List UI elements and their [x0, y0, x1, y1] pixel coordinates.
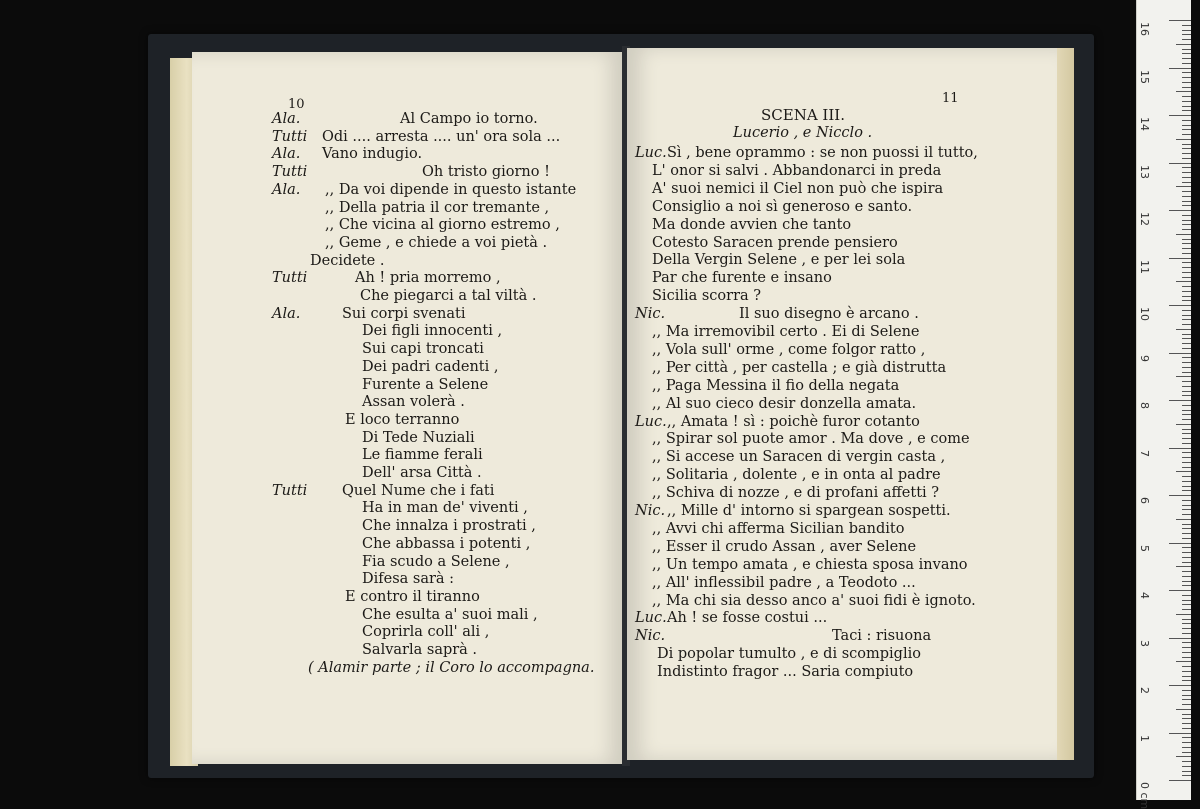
- ruler-tick: [1182, 348, 1191, 349]
- verse-line: Della Vergin Selene , e per lei sola: [652, 252, 906, 269]
- ruler-tick: [1182, 443, 1191, 444]
- ruler-tick: [1182, 671, 1191, 672]
- ruler-tick: [1182, 761, 1191, 762]
- speaker-label: Tutti: [272, 128, 308, 145]
- ruler-tick: [1182, 58, 1191, 59]
- verse-line: L' onor si salvi . Abbandonarci in preda: [652, 162, 942, 179]
- verse-line: ,, Schiva di nozze , e di profani affetti ?: [652, 485, 940, 502]
- ruler-label: 4: [1138, 592, 1151, 599]
- ruler-tick: [1182, 647, 1191, 648]
- ruler-tick: [1169, 20, 1191, 21]
- ruler-tick: [1169, 733, 1191, 734]
- ruler-tick: [1176, 566, 1191, 567]
- page-number: 10: [288, 97, 305, 112]
- ruler-tick: [1182, 63, 1191, 64]
- ruler-tick: [1182, 752, 1191, 753]
- ruler-label: 1: [1138, 734, 1151, 742]
- ruler-label: 8: [1138, 402, 1151, 409]
- ruler-tick: [1182, 87, 1191, 88]
- verse-line: ,, Spirar sol puote amor . Ma dove , e come: [652, 431, 970, 448]
- ruler-tick: [1182, 718, 1191, 719]
- ruler-tick: [1176, 234, 1191, 235]
- ruler-tick: [1182, 296, 1191, 297]
- verse-line: Fia scudo a Selene ,: [362, 553, 510, 570]
- ruler-label: 12: [1138, 212, 1151, 226]
- ruler-tick: [1176, 139, 1191, 140]
- verse-line: Odi .... arresta .... un' ora sola ...: [322, 128, 561, 145]
- ruler-tick: [1182, 367, 1191, 368]
- ruler-tick: [1182, 581, 1191, 582]
- ruler-tick: [1169, 448, 1191, 449]
- ruler-tick: [1182, 253, 1191, 254]
- ruler-tick: [1182, 571, 1191, 572]
- ruler-tick: [1169, 543, 1191, 544]
- verse-line: ,, Vola sull' orme , come folgor ratto ,: [652, 341, 926, 358]
- verse-line: Taci : risuona: [832, 628, 932, 645]
- ruler-tick: [1182, 775, 1191, 776]
- ruler-tick: [1182, 386, 1191, 387]
- verse-line: Dei figli innocenti ,: [362, 323, 503, 340]
- speaker-label: Luc.: [635, 145, 667, 161]
- ruler-tick: [1182, 666, 1191, 667]
- ruler-tick: [1182, 177, 1191, 178]
- ruler-tick: [1176, 329, 1191, 330]
- ruler-tick: [1182, 771, 1191, 772]
- right-page: [627, 48, 1057, 760]
- ruler-tick: [1182, 486, 1191, 487]
- ruler-tick: [1182, 129, 1191, 130]
- ruler-tick: [1182, 476, 1191, 477]
- ruler-tick: [1176, 661, 1191, 662]
- verse-line: Che innalza i prostrati ,: [362, 518, 536, 535]
- ruler-tick: [1182, 362, 1191, 363]
- ruler-tick: [1176, 756, 1191, 757]
- ruler-tick: [1182, 34, 1191, 35]
- verse-line: Sì , bene oprammo : se non puossi il tutto,: [667, 145, 978, 161]
- ruler-tick: [1176, 471, 1191, 472]
- speaker-label: Tutti: [272, 482, 308, 499]
- ruler-tick: [1182, 182, 1191, 183]
- ruler-tick: [1176, 376, 1191, 377]
- ruler-tick: [1182, 547, 1191, 548]
- verse-line: Di popolar tumulto , e di scompiglio: [657, 646, 921, 663]
- ruler-label: 6: [1138, 497, 1151, 504]
- ruler-tick: [1169, 115, 1191, 116]
- ruler-tick: [1182, 30, 1191, 31]
- ruler-tick: [1182, 72, 1191, 73]
- ruler-tick: [1169, 210, 1191, 211]
- speaker-label: Nic.: [635, 306, 666, 323]
- ruler-tick: [1169, 353, 1191, 354]
- ruler-tick: [1182, 652, 1191, 653]
- ruler-tick: [1182, 642, 1191, 643]
- verse-line: Ha in man de' viventi ,: [362, 500, 528, 517]
- verse-line: ,, Paga Messina il fio della negata: [652, 377, 900, 394]
- ruler-tick: [1182, 277, 1191, 278]
- ruler-tick: [1182, 533, 1191, 534]
- ruler-tick: [1182, 576, 1191, 577]
- ruler-tick: [1182, 585, 1191, 586]
- verse-line: ,, Avvi chi afferma Sicilian bandito: [652, 520, 905, 537]
- ruler-tick: [1182, 77, 1191, 78]
- ruler-tick: [1182, 134, 1191, 135]
- speaker-label: Luc.: [635, 610, 667, 627]
- verse-line: ,, Al suo cieco desir donzella amata.: [652, 395, 917, 412]
- ruler-tick: [1176, 91, 1191, 92]
- ruler-tick: [1182, 509, 1191, 510]
- ruler-tick: [1182, 633, 1191, 634]
- ruler-label: 13: [1138, 164, 1151, 179]
- ruler-label: 5: [1138, 544, 1151, 552]
- ruler-tick: [1182, 419, 1191, 420]
- verse-line: Dei padri cadenti ,: [362, 358, 499, 375]
- ruler-tick: [1169, 590, 1191, 591]
- ruler-tick: [1182, 53, 1191, 54]
- ruler-tick: [1182, 766, 1191, 767]
- verse-line: ,, Ma irremovibil certo . Ei di Selene: [652, 324, 920, 340]
- ruler-tick: [1182, 467, 1191, 468]
- verse-line: Indistinto fragor ... Saria compiuto: [657, 664, 914, 681]
- ruler-tick: [1182, 704, 1191, 705]
- verse-line: Ah ! pria morremo ,: [355, 270, 501, 287]
- ruler-label: 9: [1138, 354, 1151, 362]
- verse-line: Coprirla coll' ali ,: [362, 624, 490, 641]
- ruler-tick: [1182, 82, 1191, 83]
- speaker-label: Ala.: [272, 305, 301, 322]
- ruler-tick: [1182, 438, 1191, 439]
- ruler-tick: [1182, 505, 1191, 506]
- ruler-tick: [1182, 224, 1191, 225]
- ruler-tick: [1169, 305, 1191, 306]
- ruler-tick: [1182, 39, 1191, 40]
- ruler-tick: [1182, 623, 1191, 624]
- ruler-tick: [1182, 737, 1191, 738]
- verse-line: Cotesto Saracen prende pensiero: [652, 234, 898, 251]
- ruler-tick: [1182, 391, 1191, 392]
- verse-line: Vano indugio.: [322, 146, 423, 163]
- ruler-tick: [1182, 125, 1191, 126]
- ruler-tick: [1182, 372, 1191, 373]
- ruler-tick: [1182, 538, 1191, 539]
- page-number: 11: [942, 91, 959, 106]
- ruler-tick: [1182, 201, 1191, 202]
- ruler-tick: [1176, 424, 1191, 425]
- ruler-tick: [1176, 186, 1191, 187]
- ruler-tick: [1182, 562, 1191, 563]
- ruler-tick: [1169, 780, 1191, 781]
- ruler-label: 7: [1138, 449, 1151, 457]
- ruler-tick: [1169, 163, 1191, 164]
- speaker-label: Ala.: [272, 111, 301, 127]
- verse-line: Di Tede Nuziali: [362, 429, 475, 446]
- verse-line: ,, Amata ! sì : poichè furor cotanto: [667, 413, 920, 430]
- ruler-tick: [1182, 191, 1191, 192]
- verse-line: E contro il tiranno: [345, 588, 480, 605]
- ruler-tick: [1169, 495, 1191, 496]
- ruler-tick: [1182, 680, 1191, 681]
- verse-line: Sicilia scorra ?: [652, 288, 762, 305]
- verse-line: Al Campo io torno.: [400, 111, 538, 127]
- ruler-tick: [1182, 600, 1191, 601]
- ruler-tick: [1182, 557, 1191, 558]
- ruler-tick: [1182, 742, 1191, 743]
- verse-line: Che piegarci a tal viltà .: [360, 288, 537, 304]
- ruler-tick: [1182, 106, 1191, 107]
- ruler-tick: [1182, 272, 1191, 273]
- ruler-tick: [1182, 220, 1191, 221]
- ruler-tick: [1169, 400, 1191, 401]
- ruler-tick: [1182, 229, 1191, 230]
- verse-line: ,, Della patria il cor tremante ,: [325, 199, 550, 216]
- ruler-tick: [1176, 519, 1191, 520]
- verse-line: ,, Si accese un Saracen di vergin casta ,: [652, 449, 946, 466]
- ruler-tick: [1182, 248, 1191, 249]
- verse-line: ,, Da voi dipende in questo istante: [325, 181, 577, 198]
- verse-line: Sui corpi svenati: [342, 305, 466, 322]
- verse-line: ,, Un tempo amata , e chiesta sposa invano: [652, 556, 968, 573]
- ruler-label: 3: [1138, 639, 1151, 647]
- ruler-tick: [1182, 429, 1191, 430]
- ruler-tick: [1182, 457, 1191, 458]
- ruler-tick: [1182, 144, 1191, 145]
- verse-line: ,, Mille d' intorno si spargean sospetti.: [667, 503, 951, 519]
- scene-title: SCENA III.: [761, 106, 845, 124]
- speaker-label: Tutti: [272, 270, 308, 287]
- speaker-label: Ala.: [272, 146, 301, 163]
- ruler-tick: [1182, 514, 1191, 515]
- verse-line: Consiglio a noi sì generoso e santo.: [652, 198, 913, 215]
- ruler-tick: [1182, 699, 1191, 700]
- ruler-label: 11: [1138, 259, 1151, 274]
- verse-line: Ma donde avvien che tanto: [652, 216, 852, 233]
- ruler-tick: [1182, 357, 1191, 358]
- ruler-tick: [1169, 638, 1191, 639]
- verse-line: Sui capi troncati: [362, 341, 484, 358]
- verse-line: Che abbassa i potenti ,: [362, 535, 531, 552]
- ruler-tick: [1182, 728, 1191, 729]
- ruler-label: 16: [1138, 22, 1151, 36]
- ruler-tick: [1182, 310, 1191, 311]
- left-page: [192, 52, 624, 764]
- ruler-tick: [1182, 628, 1191, 629]
- ruler-tick: [1169, 685, 1191, 686]
- ruler-tick: [1182, 167, 1191, 168]
- verse-line: ,, Ma chi sia desso anco a' suoi fidi è ignoto.: [652, 592, 976, 609]
- verse-line: Dell' arsa Città .: [362, 465, 482, 481]
- ruler-tick: [1182, 343, 1191, 344]
- speaker-label: Luc.: [635, 413, 667, 430]
- ruler-tick: [1182, 381, 1191, 382]
- verse-line: ( Alamir parte ; il Coro lo accompagna.: [308, 659, 595, 676]
- ruler-tick: [1182, 300, 1191, 301]
- ruler-tick: [1182, 595, 1191, 596]
- ruler-tick: [1182, 25, 1191, 26]
- verse-line: Quel Nume che i fati: [342, 482, 495, 499]
- ruler-tick: [1182, 243, 1191, 244]
- ruler-tick: [1176, 614, 1191, 615]
- ruler-tick: [1182, 552, 1191, 553]
- ruler-tick: [1182, 205, 1191, 206]
- ruler-tick: [1182, 291, 1191, 292]
- ruler-tick: [1182, 657, 1191, 658]
- ruler-tick: [1182, 239, 1191, 240]
- ruler-tick: [1182, 196, 1191, 197]
- verse-line: Ah ! se fosse costui ...: [667, 610, 828, 627]
- verse-line: Le fiamme ferali: [362, 447, 483, 464]
- verse-line: E loco terranno: [345, 411, 460, 428]
- ruler-tick: [1182, 148, 1191, 149]
- ruler-tick: [1182, 395, 1191, 396]
- ruler-tick: [1182, 158, 1191, 159]
- ruler-tick: [1182, 609, 1191, 610]
- ruler-tick: [1182, 690, 1191, 691]
- verse-line: Oh tristo giorno !: [422, 164, 550, 181]
- ruler-tick: [1182, 120, 1191, 121]
- ruler-tick: [1182, 524, 1191, 525]
- ruler-tick: [1182, 528, 1191, 529]
- ruler-tick: [1182, 452, 1191, 453]
- ruler-tick: [1182, 324, 1191, 325]
- ruler-label: 0 cm: [1138, 782, 1151, 809]
- verse-line: Furente a Selene: [362, 376, 489, 393]
- ruler-tick: [1182, 334, 1191, 335]
- ruler-tick: [1182, 110, 1191, 111]
- ruler-tick: [1176, 709, 1191, 710]
- ruler-tick: [1182, 267, 1191, 268]
- verse-line: Salvarla saprà .: [362, 642, 478, 658]
- ruler-tick: [1182, 490, 1191, 491]
- ruler-tick: [1182, 319, 1191, 320]
- verse-line: ,, Esser il crudo Assan , aver Selene: [652, 538, 917, 555]
- ruler-tick: [1182, 286, 1191, 287]
- ruler-tick: [1182, 676, 1191, 677]
- ruler-tick: [1182, 619, 1191, 620]
- verse-line: ,, Che vicina al giorno estremo ,: [325, 217, 560, 234]
- verse-line: Assan volerà .: [362, 394, 465, 411]
- speaker-label: Ala.: [272, 181, 301, 198]
- ruler-tick: [1182, 433, 1191, 434]
- ruler-tick: [1182, 262, 1191, 263]
- ruler-tick: [1182, 153, 1191, 154]
- verse-line: ,, Per città , per castella ; e già distrutta: [652, 359, 947, 376]
- verse-line: Decidete .: [310, 252, 385, 269]
- ruler-tick: [1182, 723, 1191, 724]
- ruler-tick: [1182, 695, 1191, 696]
- speaker-label: Nic.: [635, 503, 666, 519]
- ruler-tick: [1182, 338, 1191, 339]
- ruler-tick: [1176, 281, 1191, 282]
- ruler-tick: [1182, 604, 1191, 605]
- ruler-tick: [1182, 101, 1191, 102]
- ruler-tick: [1176, 44, 1191, 45]
- verse-line: Difesa sarà :: [362, 571, 455, 588]
- ruler-tick: [1182, 405, 1191, 406]
- verse-line: Il suo disegno è arcano .: [739, 306, 919, 323]
- ruler-tick: [1182, 414, 1191, 415]
- ruler-tick: [1182, 410, 1191, 411]
- ruler-tick: [1182, 172, 1191, 173]
- verse-line: Par che furente e insano: [652, 270, 832, 287]
- ruler-label: 15: [1138, 69, 1151, 84]
- measurement-ruler: [1136, 0, 1191, 809]
- ruler-label: 14: [1138, 117, 1151, 131]
- ruler-tick: [1182, 462, 1191, 463]
- ruler-tick: [1182, 500, 1191, 501]
- ruler-label: 10: [1138, 307, 1151, 321]
- ruler-tick: [1182, 49, 1191, 50]
- ruler-tick: [1182, 747, 1191, 748]
- ruler-tick: [1169, 68, 1191, 69]
- speaker-label: Tutti: [272, 164, 308, 181]
- ruler-tick: [1182, 315, 1191, 316]
- verse-line: Che esulta a' suoi mali ,: [362, 606, 538, 623]
- verse-line: A' suoi nemici il Ciel non può che ispira: [652, 180, 944, 197]
- ruler-tick: [1182, 96, 1191, 97]
- scene-characters: Lucerio , e Nicclo .: [733, 125, 873, 141]
- ruler-tick: [1182, 714, 1191, 715]
- ruler-tick: [1182, 481, 1191, 482]
- ruler-tick: [1169, 258, 1191, 259]
- verse-line: ,, All' inflessibil padre , a Teodoto ...: [652, 574, 916, 591]
- ruler-label: 2: [1138, 687, 1151, 694]
- verse-line: ,, Solitaria , dolente , e in onta al padre: [652, 467, 941, 484]
- ruler-tick: [1182, 215, 1191, 216]
- verse-line: ,, Geme , e chiede a voi pietà .: [325, 234, 548, 251]
- speaker-label: Nic.: [635, 628, 666, 645]
